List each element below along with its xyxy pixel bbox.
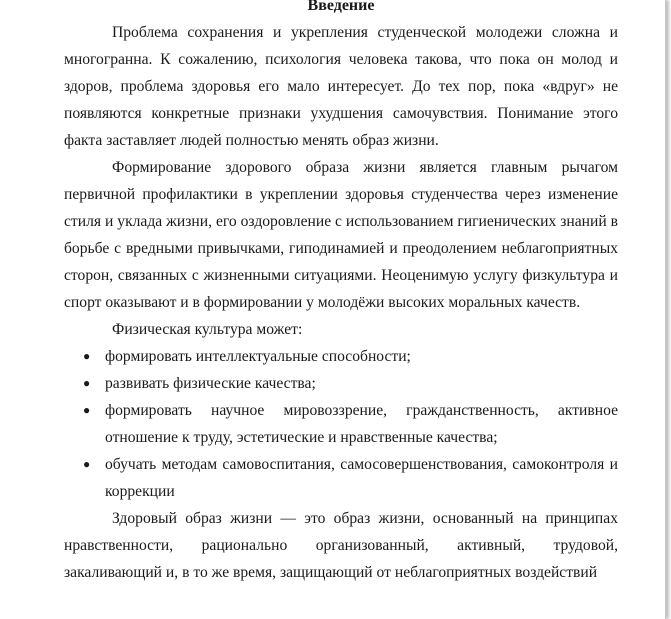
list-item-text: формировать интеллектуальные способности; xyxy=(105,348,411,365)
list-item-text: обучать методам самовоспитания, самосовершенствования, самоконтроля и коррекции xyxy=(105,456,618,500)
paragraph-2: Формирование здорового образа жизни является главным рычагом первичной профилактики в укреплении здоровья студенчества через изменение стиля и уклада жизни, его оздоровление с использованием гигиенических знаний в борьбе с вредными привычками, гиподинамией и преодолением неблагоприятных сторон, связанных с жизненными ситуациями. Неоценимую услугу физкультура и спорт оказывают и в формировании у молодёжи высоких моральных качеств. xyxy=(64,159,618,311)
document-body xyxy=(64,0,618,586)
paragraph-3: Здоровый образ жизни — это образ жизни, основанный на принципах нравственности, рационально организованный, активный, трудовой, закаливающий и, в то же время, защищающий от неблагоприятных воздействий xyxy=(64,510,618,581)
bullet-icon: ● xyxy=(83,403,91,417)
bullet-icon: ● xyxy=(83,457,91,471)
bullet-icon: ● xyxy=(83,349,91,363)
list-item xyxy=(83,343,618,370)
list-item xyxy=(83,451,618,505)
list-item-text: формировать научное мировоззрение, гражданственность, активное отношение к труду, эстетические и нравственные качества; xyxy=(105,402,618,446)
list-item xyxy=(83,397,618,451)
list-item xyxy=(83,370,618,397)
document-title: Введение xyxy=(307,0,375,14)
bullet-icon: ● xyxy=(83,376,91,390)
list-item-text: развивать физические качества; xyxy=(105,375,316,392)
list-intro: Физическая культура может: xyxy=(112,321,303,338)
paragraph-1: Проблема сохранения и укрепления студенческой молодежи сложна и многогранна. К сожалению, психология человека такова, что пока он молод и здоров, проблема здоровья его мало интересует. До тех пор, пока «вдруг» не появляются конкретные признаки ухудшения самочувствия. Понимание этого факта заставляет людей полностью менять образ жизни. xyxy=(64,24,618,149)
bullet-list xyxy=(64,343,618,505)
